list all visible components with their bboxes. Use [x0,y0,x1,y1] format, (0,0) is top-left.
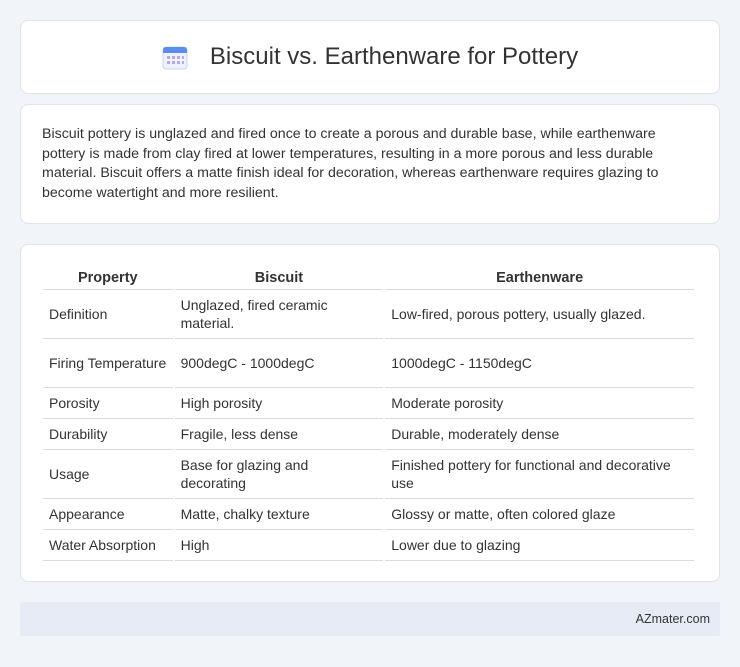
property-cell: Definition [43,290,173,339]
earthenware-cell: Moderate porosity [385,388,694,419]
earthenware-cell: Low-fired, porous pottery, usually glazed. [385,290,694,339]
biscuit-cell: Matte, chalky texture [175,499,384,530]
table-row [43,290,694,339]
biscuit-cell: High [175,530,384,561]
footer-bar [20,602,720,636]
header-card [20,20,720,94]
earthenware-cell: 1000degC - 1150degC [385,339,694,388]
header-earthenware: Earthenware [385,265,694,290]
property-cell: Firing Temperature [43,339,173,388]
property-cell: Water Absorption [43,530,173,561]
calendar-icon [162,44,188,70]
biscuit-cell: High porosity [175,388,384,419]
property-cell: Usage [43,450,173,499]
comparison-table [41,265,696,561]
biscuit-cell: Base for glazing and decorating [175,450,384,499]
biscuit-cell: Unglazed, fired ceramic material. [175,290,384,339]
property-cell: Appearance [43,499,173,530]
table-row [43,339,694,388]
summary-text: Biscuit pottery is unglazed and fired once to create a porous and durable base, while earthenware pottery is made from clay fired at lower temperatures, resulting in a more porous and less durable material. Biscuit offers a matte finish ideal for decoration, whereas earthenware requires glazing to become watertight and more resilient. [42,126,659,201]
title-wrap [162,43,578,71]
biscuit-cell: 900degC - 1000degC [175,339,384,388]
earthenware-cell: Durable, moderately dense [385,419,694,450]
table-row [43,530,694,561]
earthenware-cell: Finished pottery for functional and decorative use [385,450,694,499]
table-row [43,499,694,530]
property-cell: Durability [43,419,173,450]
table-header-row [43,265,694,290]
table-row [43,450,694,499]
earthenware-cell: Glossy or matte, often colored glaze [385,499,694,530]
earthenware-cell: Lower due to glazing [385,530,694,561]
property-cell: Porosity [43,388,173,419]
footer-site-link[interactable]: AZmater.com [635,612,710,626]
comparison-card [20,244,720,582]
header-property: Property [43,265,173,290]
biscuit-cell: Fragile, less dense [175,419,384,450]
table-row [43,419,694,450]
page-title: Biscuit vs. Earthenware for Pottery [209,43,579,70]
summary-card [20,104,720,224]
header-biscuit: Biscuit [175,265,384,290]
table-row [43,388,694,419]
